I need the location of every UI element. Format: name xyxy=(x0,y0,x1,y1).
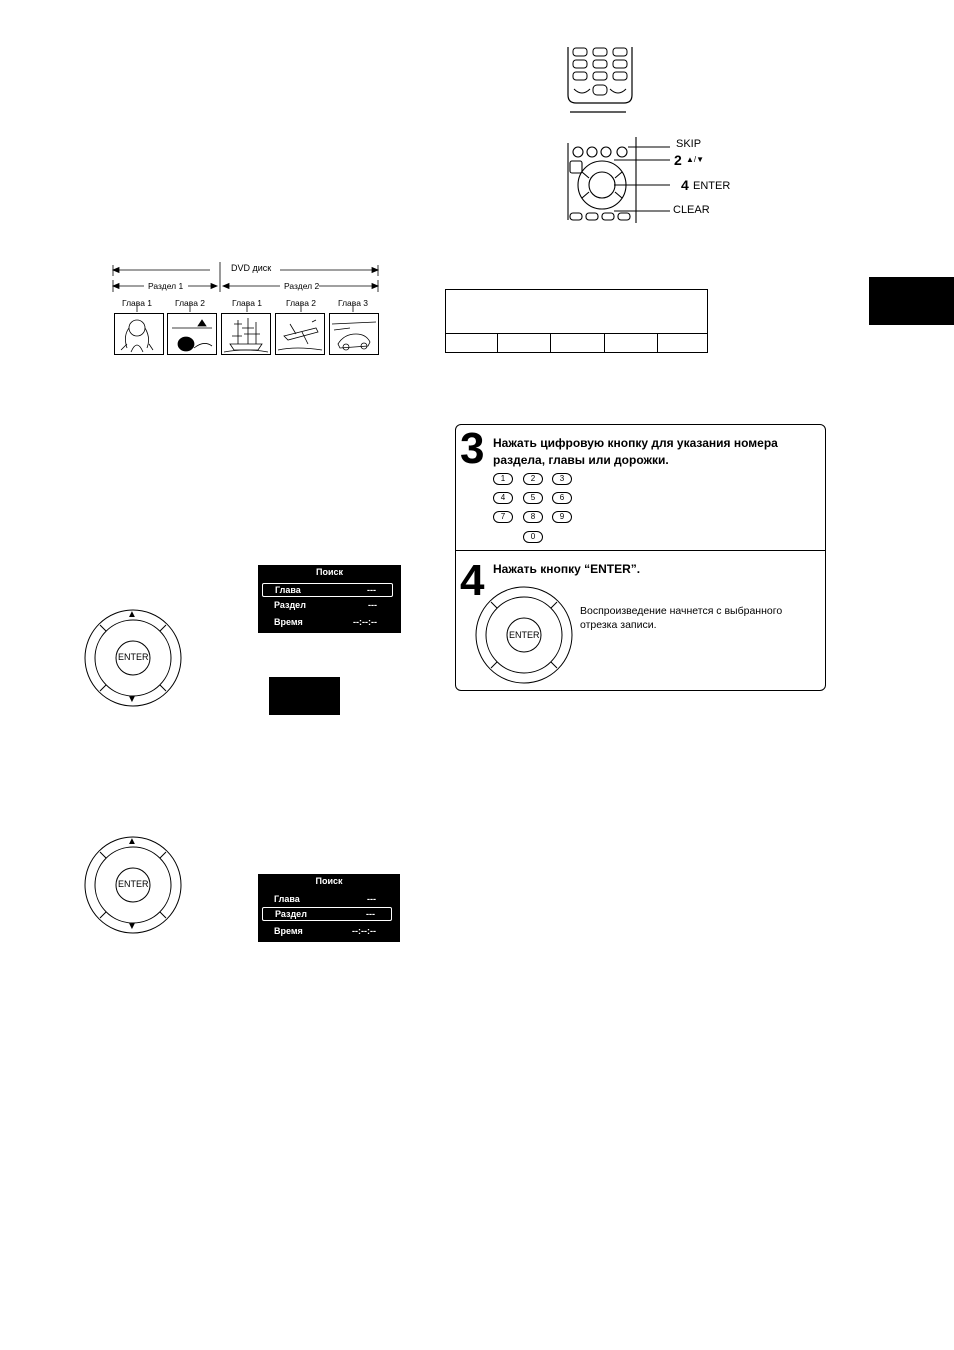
step4-dpad xyxy=(474,585,574,685)
chapter-thumbnail-girl xyxy=(114,313,164,355)
step2-number-label: 2 xyxy=(674,152,682,168)
numkey-4[interactable]: 4 xyxy=(493,492,513,504)
remote-numpad-illustration xyxy=(560,45,640,115)
chapter-thumbnail-car xyxy=(329,313,379,355)
numkey-9[interactable]: 9 xyxy=(552,511,572,523)
display-cell-sep xyxy=(497,333,498,352)
numkey-3[interactable]: 3 xyxy=(552,473,572,485)
osd-row-section[interactable] xyxy=(262,907,392,921)
steps-box xyxy=(455,424,826,691)
clear-label: CLEAR xyxy=(673,204,710,216)
osd-row-label: Время xyxy=(274,926,303,936)
display-black-box xyxy=(269,677,340,715)
osd-row-label: Раздел xyxy=(275,909,307,919)
numkey-2[interactable]: 2 xyxy=(523,473,543,485)
step3-text-line2: раздела, главы или дорожки. xyxy=(493,453,669,467)
search-osd-1 xyxy=(258,565,401,633)
osd-row-value: --- xyxy=(367,894,376,904)
chapter-label: Глава 1 xyxy=(231,298,263,308)
step3-text-line1: Нажать цифровую кнопку для указания номера xyxy=(493,436,778,450)
osd-row-chapter[interactable] xyxy=(262,583,393,597)
osd-row-value: --- xyxy=(368,600,377,610)
chapter-label: Глава 1 xyxy=(121,298,153,308)
osd-row-label: Глава xyxy=(274,894,300,904)
numkey-8[interactable]: 8 xyxy=(523,511,543,523)
dpad-up-arrow-icon[interactable]: ▲ xyxy=(127,609,137,620)
dpad-down-arrow-icon[interactable]: ▼ xyxy=(127,694,137,705)
dvd-disc-label: DVD диск xyxy=(231,263,272,273)
chapter-label: Глава 2 xyxy=(174,298,206,308)
steps-divider xyxy=(456,550,825,551)
chapter-thumbnail-cat xyxy=(167,313,217,355)
enter-label: ENTER xyxy=(693,180,731,192)
dpad-control-1 xyxy=(83,608,183,708)
step4-number: 4 xyxy=(460,556,485,605)
osd-row-value: --- xyxy=(367,585,376,595)
display-table xyxy=(445,289,708,353)
chapter-label: Глава 3 xyxy=(337,298,369,308)
dpad-up-arrow-icon[interactable]: ▲ xyxy=(127,836,137,847)
numkey-1[interactable]: 1 xyxy=(493,473,513,485)
dpad-enter-button[interactable]: ENTER xyxy=(118,879,149,889)
numkey-5[interactable]: 5 xyxy=(523,492,543,504)
chapter-label: Глава 2 xyxy=(285,298,317,308)
osd-row-time[interactable] xyxy=(262,925,392,937)
numkey-6[interactable]: 6 xyxy=(552,492,572,504)
section2-label: Раздел 2 xyxy=(284,281,320,291)
osd-row-value: --:--:-- xyxy=(352,926,376,936)
display-table-divider xyxy=(446,333,707,334)
chapter-thumbnail-plane xyxy=(275,313,325,355)
chapter-thumbnail-ship xyxy=(221,313,271,355)
search-osd-2 xyxy=(258,874,400,942)
display-cell-sep xyxy=(604,333,605,352)
numkey-7[interactable]: 7 xyxy=(493,511,513,523)
skip-label: SKIP xyxy=(676,138,702,150)
osd-row-label: Раздел xyxy=(274,600,306,610)
remote-dpad-illustration xyxy=(560,135,670,225)
step3-number: 3 xyxy=(460,424,485,473)
step4-note-line1: Воспроизведение начнется с выбранного xyxy=(580,605,783,617)
osd-row-value: --- xyxy=(366,909,375,919)
step4-text: Нажать кнопку “ENTER”. xyxy=(493,562,641,576)
display-cell-sep xyxy=(657,333,658,352)
dpad-down-arrow-icon[interactable]: ▼ xyxy=(127,921,137,932)
dpad-control-2 xyxy=(83,835,183,935)
dpad-enter-button[interactable]: ENTER xyxy=(118,652,149,662)
osd-row-value: --:--:-- xyxy=(353,617,377,627)
osd-row-label: Время xyxy=(274,617,303,627)
osd-title: Поиск xyxy=(315,876,343,886)
osd-row-section[interactable] xyxy=(262,599,393,611)
section1-label: Раздел 1 xyxy=(148,281,184,291)
osd-row-chapter[interactable] xyxy=(262,893,392,905)
osd-row-time[interactable] xyxy=(262,616,393,628)
numkey-0[interactable]: 0 xyxy=(523,531,543,543)
osd-title: Поиск xyxy=(315,567,343,577)
section-tab xyxy=(869,277,954,325)
step2-arrows-label: ▲/▼ xyxy=(686,155,705,164)
step4-enter-button[interactable]: ENTER xyxy=(509,630,540,640)
display-cell-sep xyxy=(550,333,551,352)
osd-row-label: Глава xyxy=(275,585,301,595)
step4-note-line2: отрезка записи. xyxy=(580,619,657,631)
step4-number-label: 4 xyxy=(681,177,689,193)
